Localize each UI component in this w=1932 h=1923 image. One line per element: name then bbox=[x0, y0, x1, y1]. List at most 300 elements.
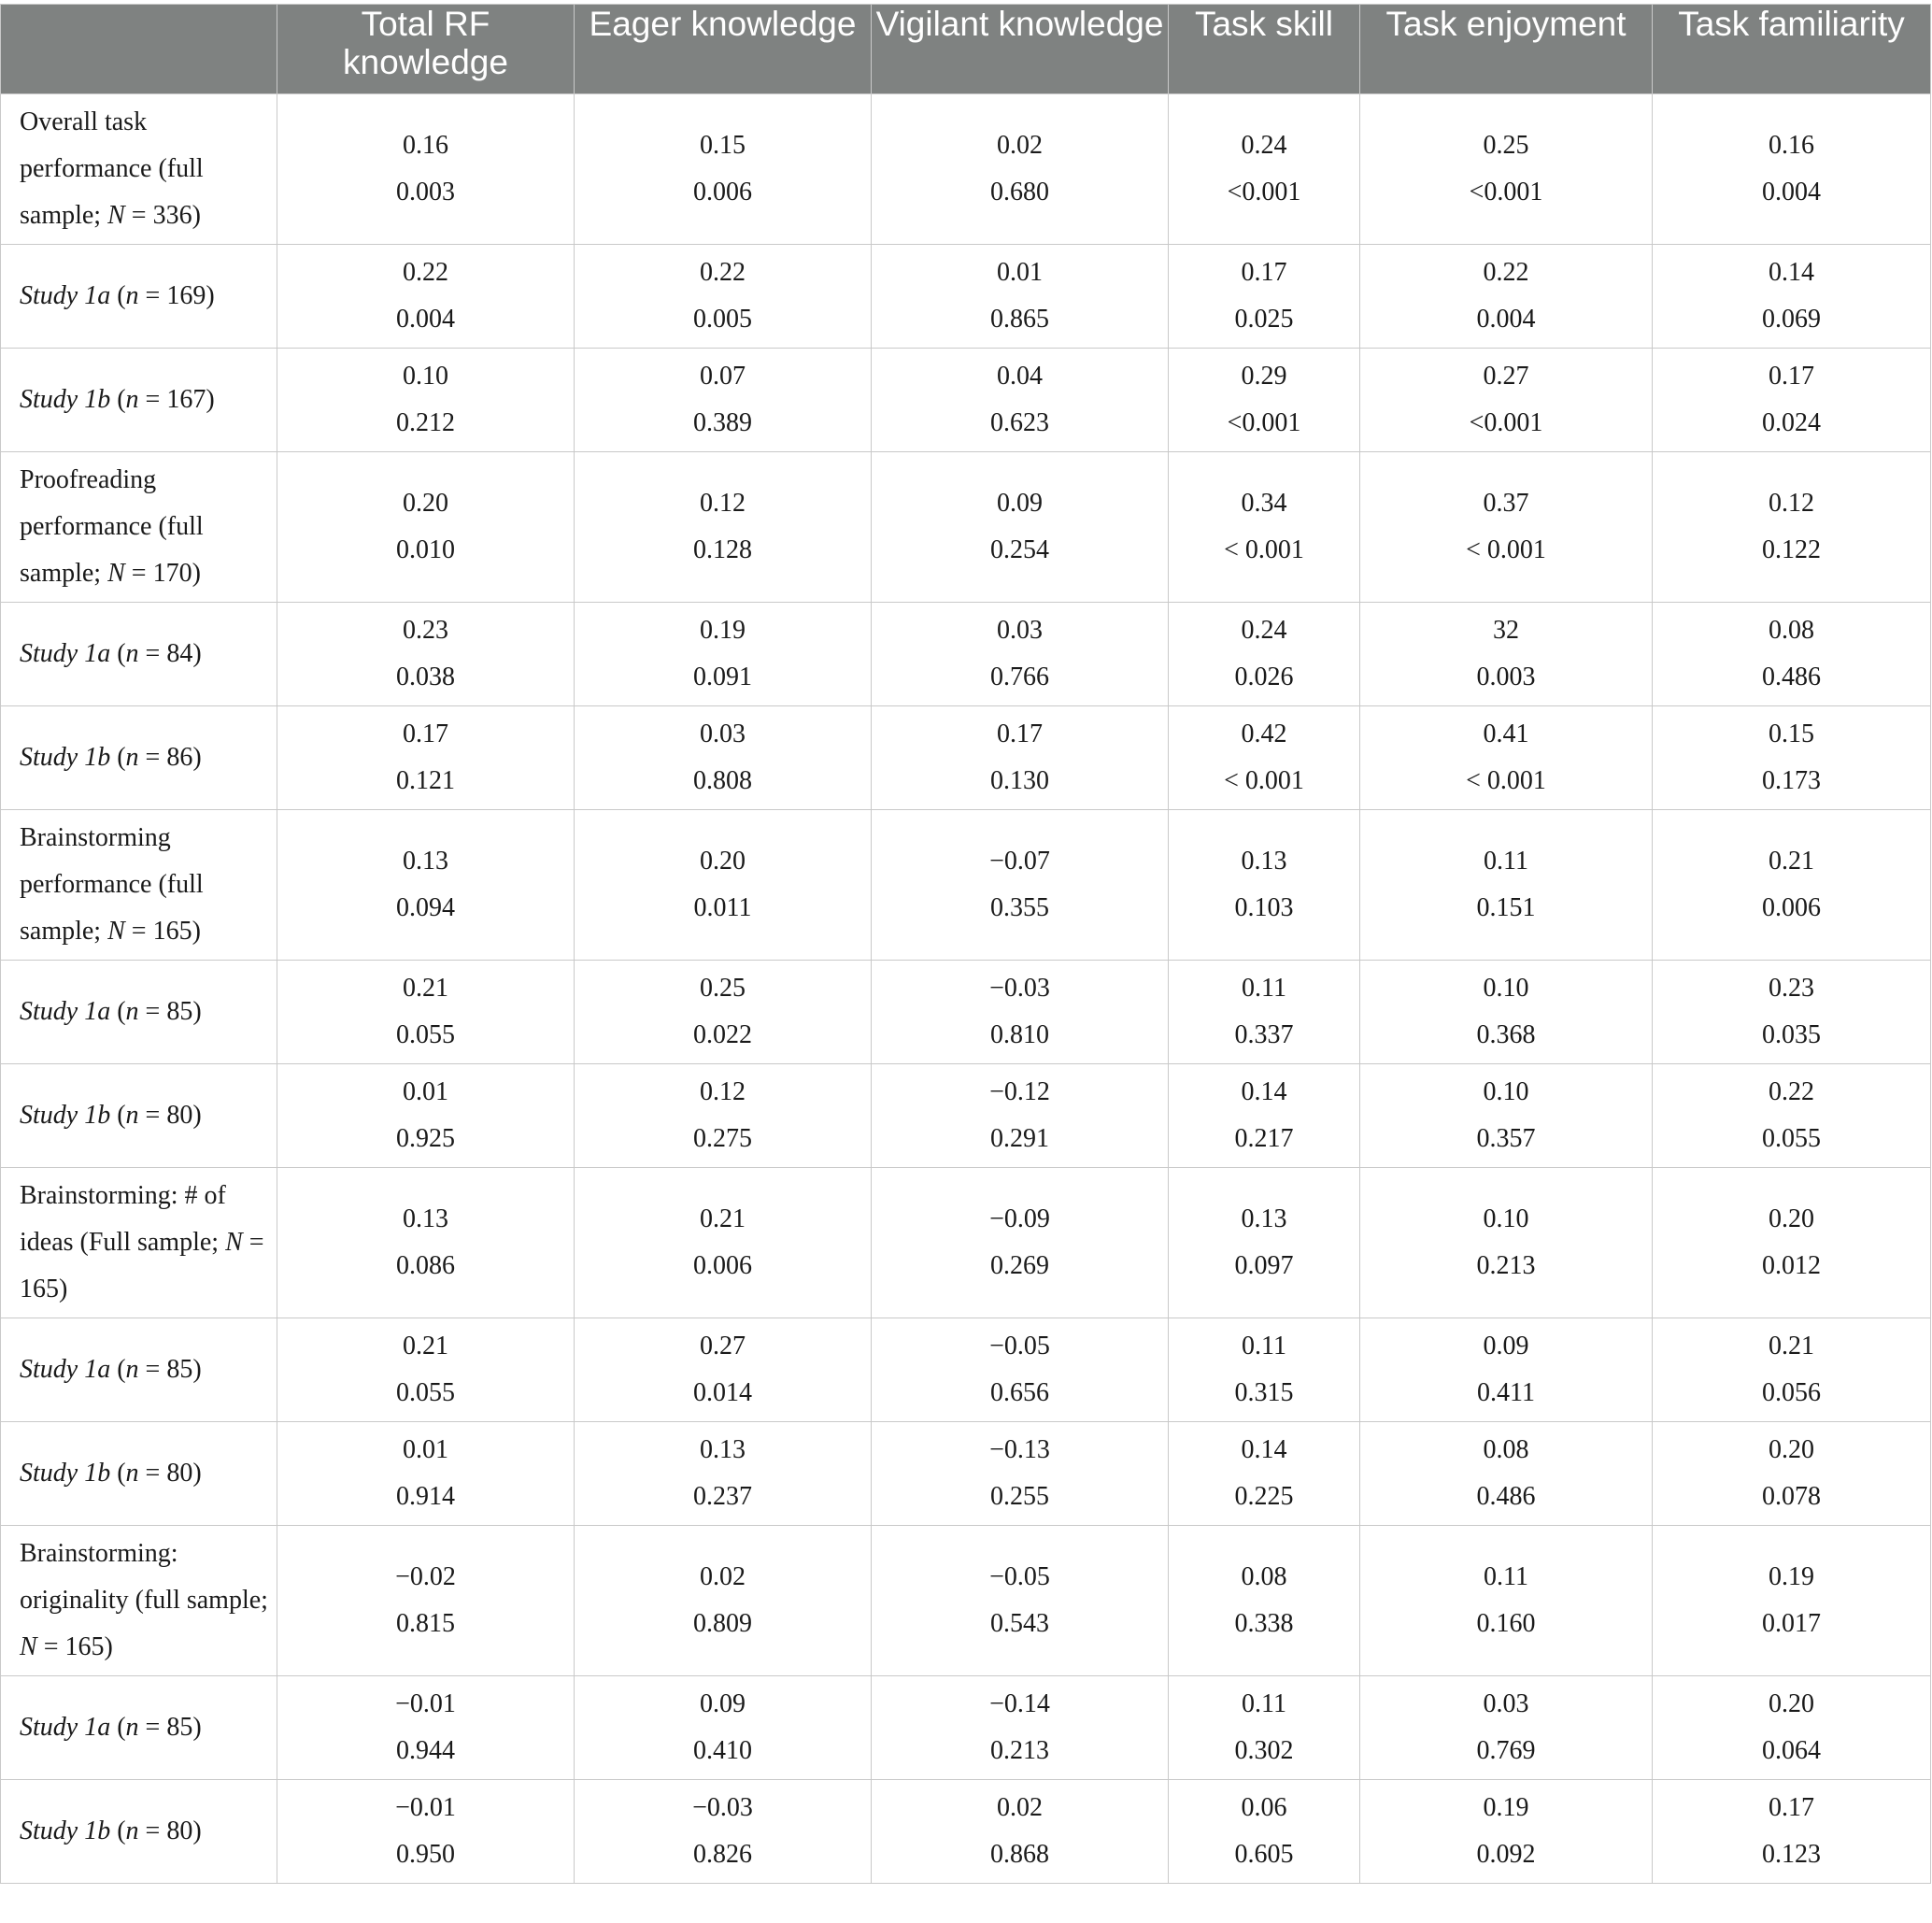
value-cell bbox=[575, 706, 872, 810]
sample-size-value: = 336) bbox=[124, 201, 201, 230]
correlation-table bbox=[0, 4, 1931, 1884]
table-row bbox=[1, 1526, 1931, 1676]
p-value: 0.623 bbox=[990, 408, 1049, 437]
p-value: 0.338 bbox=[1234, 1609, 1294, 1638]
p-value: 0.011 bbox=[693, 893, 752, 922]
correlation-value: 0.11 bbox=[1484, 1562, 1528, 1591]
correlation-value: −0.01 bbox=[395, 1793, 456, 1822]
value-cell bbox=[1169, 1780, 1360, 1884]
table-row bbox=[1, 452, 1931, 603]
correlation-value: 32 bbox=[1493, 616, 1519, 645]
p-value: 0.213 bbox=[990, 1736, 1049, 1765]
p-value: 0.769 bbox=[1476, 1736, 1536, 1765]
p-value: 0.026 bbox=[1234, 662, 1294, 691]
value-cell bbox=[575, 349, 872, 452]
value-cell bbox=[575, 1422, 872, 1526]
p-value: 0.355 bbox=[990, 893, 1049, 922]
study-name: Study 1a bbox=[20, 1355, 111, 1384]
table-header bbox=[1, 5, 1931, 94]
value-cell bbox=[1169, 1676, 1360, 1780]
p-value: 0.925 bbox=[396, 1124, 455, 1153]
correlation-value: 0.20 bbox=[1769, 1204, 1814, 1233]
correlation-value: 0.09 bbox=[1483, 1332, 1529, 1360]
correlation-value: 0.09 bbox=[700, 1689, 746, 1718]
correlation-value: 0.22 bbox=[1769, 1077, 1814, 1106]
p-value: 0.269 bbox=[990, 1251, 1049, 1280]
p-value: 0.605 bbox=[1234, 1840, 1294, 1869]
value-cell bbox=[872, 603, 1169, 706]
p-value: 0.035 bbox=[1762, 1020, 1821, 1049]
correlation-value: 0.24 bbox=[1241, 616, 1287, 645]
value-cell bbox=[575, 452, 872, 603]
value-cell bbox=[1653, 961, 1931, 1064]
correlation-value: 0.08 bbox=[1769, 616, 1814, 645]
p-value: 0.357 bbox=[1476, 1124, 1536, 1153]
correlation-value: 0.04 bbox=[997, 362, 1043, 391]
row-label bbox=[1, 810, 277, 961]
sample-size-symbol: N bbox=[107, 559, 125, 588]
p-value: <0.001 bbox=[1227, 178, 1301, 207]
sample-size-value: = 169) bbox=[138, 281, 215, 310]
p-value: 0.302 bbox=[1234, 1736, 1294, 1765]
value-cell bbox=[1169, 961, 1360, 1064]
p-value: < 0.001 bbox=[1466, 766, 1546, 795]
table-row bbox=[1, 1318, 1931, 1422]
correlation-value: 0.06 bbox=[1241, 1793, 1287, 1822]
study-name: Study 1b bbox=[20, 1101, 111, 1130]
row-label: Study 1a (n = 85) bbox=[1, 961, 277, 1064]
row-label-text: Brainstorming: # of ideas (Full sample; bbox=[20, 1181, 226, 1257]
correlation-value: 0.19 bbox=[1769, 1562, 1814, 1591]
correlation-value: −0.02 bbox=[395, 1562, 456, 1591]
value-cell bbox=[1360, 1168, 1653, 1318]
correlation-value: −0.03 bbox=[692, 1793, 753, 1822]
p-value: 0.024 bbox=[1762, 408, 1821, 437]
p-value: 0.656 bbox=[990, 1378, 1049, 1407]
correlation-value: 0.02 bbox=[997, 131, 1043, 160]
sample-size-symbol: N bbox=[20, 1632, 37, 1661]
value-cell bbox=[1653, 706, 1931, 810]
p-value: 0.094 bbox=[396, 893, 455, 922]
correlation-value: 0.25 bbox=[1483, 131, 1529, 160]
p-value: 0.255 bbox=[990, 1482, 1049, 1511]
p-value: 0.766 bbox=[990, 662, 1049, 691]
value-cell bbox=[1169, 810, 1360, 961]
column-header: Total RF knowledge bbox=[277, 5, 575, 94]
correlation-value: 0.12 bbox=[700, 489, 746, 518]
value-cell bbox=[575, 1168, 872, 1318]
correlation-value: 0.37 bbox=[1483, 489, 1529, 518]
p-value: < 0.001 bbox=[1466, 535, 1546, 564]
correlation-value: 0.21 bbox=[1769, 1332, 1814, 1360]
p-value: 0.486 bbox=[1762, 662, 1821, 691]
value-cell bbox=[1360, 706, 1653, 810]
correlation-value: 0.21 bbox=[1769, 847, 1814, 876]
p-value: 0.486 bbox=[1476, 1482, 1536, 1511]
p-value: 0.151 bbox=[1476, 893, 1536, 922]
sample-size-value: = 80) bbox=[138, 1816, 202, 1845]
study-name: Study 1a bbox=[20, 997, 111, 1026]
value-cell bbox=[1360, 961, 1653, 1064]
correlation-value: 0.02 bbox=[700, 1562, 746, 1591]
correlation-value: 0.16 bbox=[1769, 131, 1814, 160]
column-header: Eager knowledge bbox=[575, 5, 872, 94]
p-value: 0.217 bbox=[1234, 1124, 1294, 1153]
p-value: 0.022 bbox=[693, 1020, 752, 1049]
value-cell bbox=[1360, 349, 1653, 452]
p-value: 0.815 bbox=[396, 1609, 455, 1638]
correlation-value: −0.07 bbox=[989, 847, 1050, 876]
table-row bbox=[1, 706, 1931, 810]
correlation-value: 0.23 bbox=[1769, 974, 1814, 1003]
sample-size-symbol: n bbox=[125, 1459, 139, 1488]
value-cell bbox=[872, 245, 1169, 349]
p-value: 0.055 bbox=[1762, 1124, 1821, 1153]
sample-size-value: = 80) bbox=[138, 1459, 202, 1488]
sample-size-value: = 165) bbox=[36, 1632, 113, 1661]
value-cell bbox=[575, 810, 872, 961]
correlation-value: 0.11 bbox=[1242, 974, 1286, 1003]
p-value: 0.004 bbox=[1476, 305, 1536, 334]
p-value: 0.950 bbox=[396, 1840, 455, 1869]
correlation-value: 0.22 bbox=[403, 258, 448, 287]
p-value: <0.001 bbox=[1469, 408, 1543, 437]
p-value: 0.004 bbox=[396, 305, 455, 334]
header-cell-empty bbox=[1, 5, 277, 94]
correlation-value: 0.19 bbox=[700, 616, 746, 645]
value-cell bbox=[872, 1422, 1169, 1526]
value-cell bbox=[872, 1676, 1169, 1780]
correlation-value: 0.21 bbox=[700, 1204, 746, 1233]
value-cell bbox=[1360, 810, 1653, 961]
correlation-value: 0.17 bbox=[1769, 362, 1814, 391]
value-cell bbox=[1360, 245, 1653, 349]
value-cell bbox=[1653, 245, 1931, 349]
correlation-value: 0.25 bbox=[700, 974, 746, 1003]
p-value: 0.865 bbox=[990, 305, 1049, 334]
value-cell bbox=[277, 961, 575, 1064]
p-value: 0.868 bbox=[990, 1840, 1049, 1869]
row-label: Study 1b (n = 167) bbox=[1, 349, 277, 452]
p-value: 0.808 bbox=[693, 766, 752, 795]
correlation-value: −0.05 bbox=[989, 1332, 1050, 1360]
p-value: 0.368 bbox=[1476, 1020, 1536, 1049]
correlation-value: 0.24 bbox=[1241, 131, 1287, 160]
value-cell bbox=[575, 1064, 872, 1168]
value-cell bbox=[1169, 94, 1360, 245]
p-value: 0.291 bbox=[990, 1124, 1049, 1153]
table-row bbox=[1, 1676, 1931, 1780]
value-cell bbox=[575, 1318, 872, 1422]
value-cell bbox=[277, 603, 575, 706]
p-value: 0.225 bbox=[1234, 1482, 1294, 1511]
correlation-value: 0.29 bbox=[1241, 362, 1287, 391]
correlation-value: 0.11 bbox=[1242, 1332, 1286, 1360]
p-value: 0.337 bbox=[1234, 1020, 1294, 1049]
table-row bbox=[1, 1780, 1931, 1884]
correlation-value: 0.02 bbox=[997, 1793, 1043, 1822]
value-cell bbox=[1653, 452, 1931, 603]
correlation-value: 0.42 bbox=[1241, 719, 1287, 748]
row-label bbox=[1, 1168, 277, 1318]
value-cell bbox=[1360, 1676, 1653, 1780]
correlation-value: 0.10 bbox=[1483, 974, 1529, 1003]
correlation-value: 0.01 bbox=[403, 1077, 448, 1106]
p-value: 0.097 bbox=[1234, 1251, 1294, 1280]
row-label-text: Brainstorming performance (full sample; bbox=[20, 823, 204, 946]
value-cell bbox=[277, 1676, 575, 1780]
value-cell bbox=[1653, 603, 1931, 706]
p-value: 0.064 bbox=[1762, 1736, 1821, 1765]
p-value: 0.410 bbox=[693, 1736, 752, 1765]
correlation-value: 0.27 bbox=[1483, 362, 1529, 391]
value-cell bbox=[1653, 1318, 1931, 1422]
value-cell bbox=[1653, 1526, 1931, 1676]
row-label: Study 1b (n = 80) bbox=[1, 1780, 277, 1884]
value-cell bbox=[575, 961, 872, 1064]
correlation-value: 0.11 bbox=[1242, 1689, 1286, 1718]
value-cell bbox=[277, 810, 575, 961]
table-row bbox=[1, 1064, 1931, 1168]
correlation-value: 0.14 bbox=[1241, 1435, 1287, 1464]
correlation-value: −0.01 bbox=[395, 1689, 456, 1718]
value-cell bbox=[575, 245, 872, 349]
row-label: Study 1a (n = 85) bbox=[1, 1318, 277, 1422]
correlation-value: 0.10 bbox=[1483, 1204, 1529, 1233]
value-cell bbox=[1653, 1168, 1931, 1318]
correlation-value: 0.20 bbox=[1769, 1435, 1814, 1464]
sample-size-value: = 85) bbox=[138, 1355, 202, 1384]
correlation-value: 0.11 bbox=[1484, 847, 1528, 876]
p-value: 0.121 bbox=[396, 766, 455, 795]
value-cell bbox=[277, 706, 575, 810]
correlation-value: 0.08 bbox=[1483, 1435, 1529, 1464]
value-cell bbox=[1653, 1422, 1931, 1526]
value-cell bbox=[1360, 1318, 1653, 1422]
p-value: 0.680 bbox=[990, 178, 1049, 207]
study-name: Study 1a bbox=[20, 639, 111, 668]
correlation-value: 0.19 bbox=[1483, 1793, 1529, 1822]
value-cell bbox=[1653, 1780, 1931, 1884]
row-label bbox=[1, 1526, 277, 1676]
row-label bbox=[1, 452, 277, 603]
correlation-value: 0.41 bbox=[1483, 719, 1529, 748]
correlation-value: 0.17 bbox=[403, 719, 448, 748]
value-cell bbox=[1169, 1318, 1360, 1422]
p-value: 0.005 bbox=[693, 305, 752, 334]
p-value: 0.006 bbox=[693, 178, 752, 207]
row-label bbox=[1, 94, 277, 245]
correlation-value: 0.13 bbox=[1241, 1204, 1287, 1233]
correlation-value: 0.10 bbox=[403, 362, 448, 391]
value-cell bbox=[1169, 1422, 1360, 1526]
sample-size-value: = 85) bbox=[138, 997, 202, 1026]
correlation-value: −0.09 bbox=[989, 1204, 1050, 1233]
correlation-value: 0.12 bbox=[700, 1077, 746, 1106]
value-cell bbox=[872, 1168, 1169, 1318]
study-name: Study 1b bbox=[20, 385, 111, 414]
p-value: 0.315 bbox=[1234, 1378, 1294, 1407]
correlation-value: 0.13 bbox=[1241, 847, 1287, 876]
correlation-value: 0.27 bbox=[700, 1332, 746, 1360]
value-cell bbox=[1360, 452, 1653, 603]
sample-size-symbol: n bbox=[125, 1816, 139, 1845]
value-cell bbox=[1360, 94, 1653, 245]
p-value: 0.810 bbox=[990, 1020, 1049, 1049]
value-cell bbox=[1169, 706, 1360, 810]
sample-size-symbol: n bbox=[125, 743, 139, 772]
value-cell bbox=[1653, 349, 1931, 452]
value-cell bbox=[1360, 603, 1653, 706]
value-cell bbox=[1169, 1526, 1360, 1676]
table-row bbox=[1, 94, 1931, 245]
p-value: 0.006 bbox=[693, 1251, 752, 1280]
p-value: 0.006 bbox=[1762, 893, 1821, 922]
p-value: 0.055 bbox=[396, 1020, 455, 1049]
sample-size-value: = 86) bbox=[138, 743, 202, 772]
correlation-value: 0.03 bbox=[1483, 1689, 1529, 1718]
value-cell bbox=[1360, 1064, 1653, 1168]
correlation-value: 0.23 bbox=[403, 616, 448, 645]
study-name: Study 1b bbox=[20, 1459, 111, 1488]
p-value: 0.078 bbox=[1762, 1482, 1821, 1511]
study-name: Study 1b bbox=[20, 743, 111, 772]
value-cell bbox=[872, 961, 1169, 1064]
value-cell bbox=[1169, 1168, 1360, 1318]
p-value: <0.001 bbox=[1469, 178, 1543, 207]
row-label: Study 1a (n = 84) bbox=[1, 603, 277, 706]
row-label-text: Brainstorming: originality (full sample; bbox=[20, 1539, 268, 1615]
p-value: 0.056 bbox=[1762, 1378, 1821, 1407]
value-cell bbox=[277, 452, 575, 603]
correlation-value: 0.16 bbox=[403, 131, 448, 160]
value-cell bbox=[277, 245, 575, 349]
value-cell bbox=[872, 1526, 1169, 1676]
correlation-value: 0.03 bbox=[700, 719, 746, 748]
sample-size-symbol: n bbox=[125, 1713, 139, 1742]
correlation-value: 0.34 bbox=[1241, 489, 1287, 518]
value-cell bbox=[1653, 94, 1931, 245]
p-value: 0.389 bbox=[693, 408, 752, 437]
p-value: 0.173 bbox=[1762, 766, 1821, 795]
value-cell bbox=[872, 810, 1169, 961]
value-cell bbox=[1169, 349, 1360, 452]
p-value: < 0.001 bbox=[1224, 766, 1304, 795]
sample-size-value: = 165) bbox=[124, 917, 201, 946]
column-header: Task familiarity bbox=[1653, 5, 1931, 94]
correlation-value: 0.17 bbox=[1769, 1793, 1814, 1822]
p-value: 0.254 bbox=[990, 535, 1049, 564]
p-value: 0.128 bbox=[693, 535, 752, 564]
value-cell bbox=[872, 1780, 1169, 1884]
row-label: Study 1b (n = 86) bbox=[1, 706, 277, 810]
correlation-value: −0.05 bbox=[989, 1562, 1050, 1591]
correlation-value: 0.01 bbox=[403, 1435, 448, 1464]
column-header: Task enjoyment bbox=[1360, 5, 1653, 94]
value-cell bbox=[872, 1064, 1169, 1168]
p-value: 0.122 bbox=[1762, 535, 1821, 564]
p-value: 0.091 bbox=[693, 662, 752, 691]
sample-size-value: = 165) bbox=[20, 1228, 264, 1303]
value-cell bbox=[575, 603, 872, 706]
p-value: 0.160 bbox=[1476, 1609, 1536, 1638]
correlation-value: 0.15 bbox=[700, 131, 746, 160]
correlation-value: −0.14 bbox=[989, 1689, 1050, 1718]
p-value: <0.001 bbox=[1227, 408, 1301, 437]
p-value: 0.092 bbox=[1476, 1840, 1536, 1869]
correlation-value: 0.20 bbox=[403, 489, 448, 518]
value-cell bbox=[1169, 1064, 1360, 1168]
correlation-value: 0.15 bbox=[1769, 719, 1814, 748]
row-label-text: Overall task performance (full sample; bbox=[20, 107, 204, 230]
table-row bbox=[1, 349, 1931, 452]
p-value: 0.055 bbox=[396, 1378, 455, 1407]
column-header: Vigilant knowledge bbox=[872, 5, 1169, 94]
correlation-value: 0.14 bbox=[1769, 258, 1814, 287]
sample-size-symbol: n bbox=[125, 385, 139, 414]
p-value: 0.003 bbox=[1476, 662, 1536, 691]
p-value: 0.069 bbox=[1762, 305, 1821, 334]
value-cell bbox=[1653, 1676, 1931, 1780]
p-value: 0.275 bbox=[693, 1124, 752, 1153]
value-cell bbox=[277, 1064, 575, 1168]
p-value: 0.086 bbox=[396, 1251, 455, 1280]
correlation-value: 0.01 bbox=[997, 258, 1043, 287]
sample-size-symbol: n bbox=[125, 281, 139, 310]
p-value: 0.003 bbox=[396, 178, 455, 207]
value-cell bbox=[575, 94, 872, 245]
correlation-value: 0.20 bbox=[1769, 1689, 1814, 1718]
row-label-text: Proofreading performance (full sample; bbox=[20, 465, 204, 588]
row-label: Study 1b (n = 80) bbox=[1, 1422, 277, 1526]
sample-size-value: = 84) bbox=[138, 639, 202, 668]
p-value: 0.130 bbox=[990, 766, 1049, 795]
sample-size-value: = 85) bbox=[138, 1713, 202, 1742]
table-row bbox=[1, 810, 1931, 961]
p-value: 0.809 bbox=[693, 1609, 752, 1638]
value-cell bbox=[1169, 245, 1360, 349]
correlation-value: 0.08 bbox=[1241, 1562, 1287, 1591]
study-name: Study 1a bbox=[20, 281, 111, 310]
row-label: Study 1a (n = 169) bbox=[1, 245, 277, 349]
row-label: Study 1a (n = 85) bbox=[1, 1676, 277, 1780]
sample-size-symbol: N bbox=[225, 1228, 243, 1257]
p-value: 0.103 bbox=[1234, 893, 1294, 922]
p-value: 0.237 bbox=[693, 1482, 752, 1511]
p-value: 0.944 bbox=[396, 1736, 455, 1765]
value-cell bbox=[1360, 1422, 1653, 1526]
value-cell bbox=[872, 452, 1169, 603]
sample-size-symbol: n bbox=[125, 639, 139, 668]
value-cell bbox=[277, 1318, 575, 1422]
table-row bbox=[1, 1168, 1931, 1318]
value-cell bbox=[277, 1780, 575, 1884]
column-header: Task skill bbox=[1169, 5, 1360, 94]
value-cell bbox=[872, 94, 1169, 245]
correlation-value: 0.17 bbox=[1241, 258, 1287, 287]
p-value: 0.017 bbox=[1762, 1609, 1821, 1638]
value-cell bbox=[277, 1526, 575, 1676]
table-row bbox=[1, 603, 1931, 706]
value-cell bbox=[277, 94, 575, 245]
sample-size-value: = 80) bbox=[138, 1101, 202, 1130]
value-cell bbox=[872, 706, 1169, 810]
p-value: 0.010 bbox=[396, 535, 455, 564]
value-cell bbox=[277, 1168, 575, 1318]
sample-size-symbol: N bbox=[107, 917, 125, 946]
value-cell bbox=[872, 1318, 1169, 1422]
p-value: 0.914 bbox=[396, 1482, 455, 1511]
